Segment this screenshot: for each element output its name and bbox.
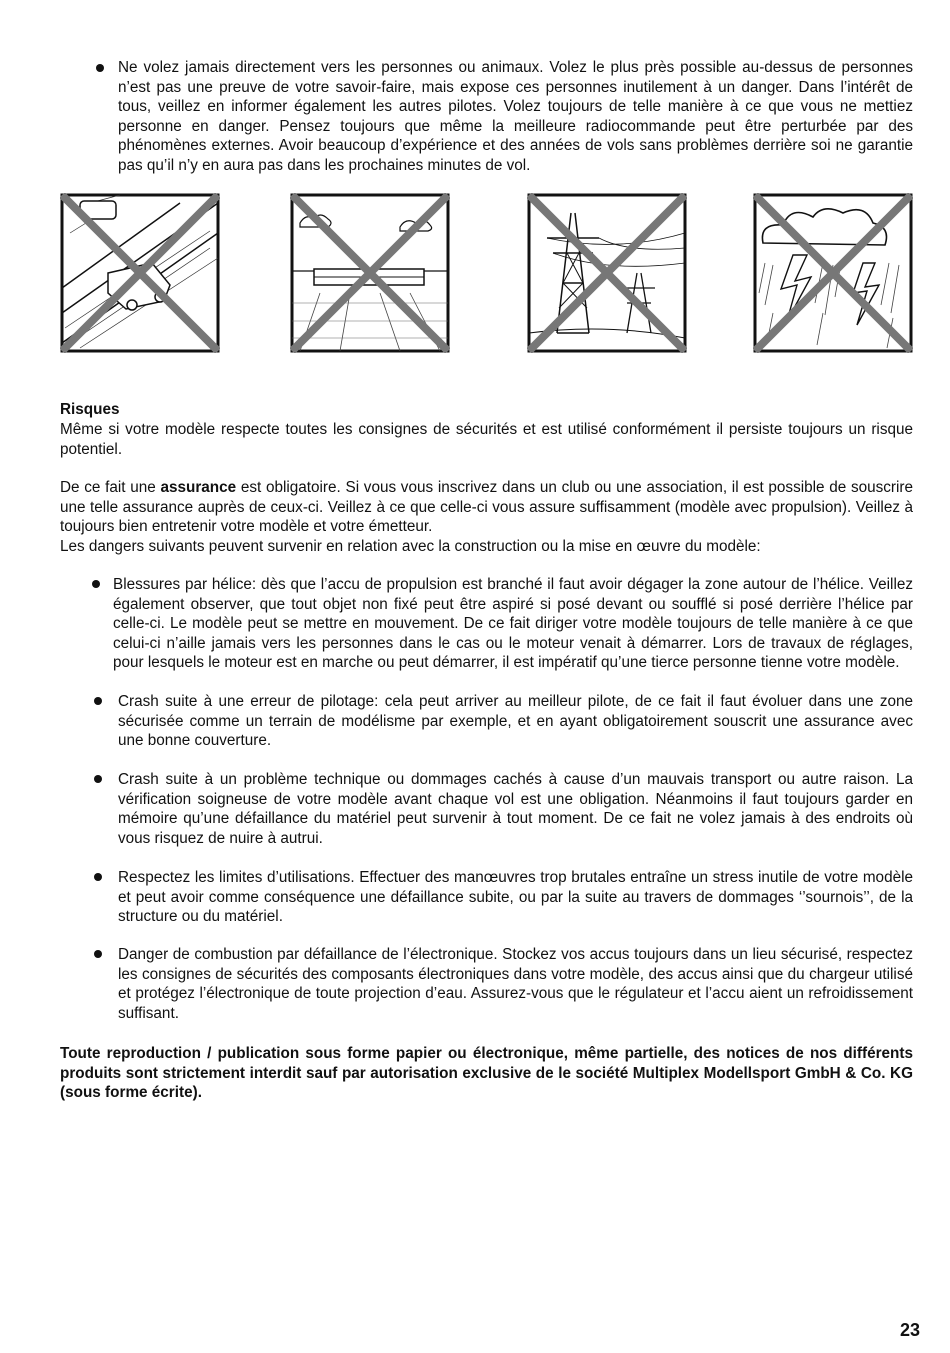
bullet-dot — [94, 775, 102, 783]
paragraph-dangers-intro: Les dangers suivants peuvent survenir en relation avec la construction ou la mise en œuvre du modèle: — [60, 538, 761, 555]
power-lines-prohibited-icon — [527, 193, 687, 353]
bullet-dot — [94, 697, 102, 705]
page-number: 23 — [899, 1320, 920, 1340]
road-traffic-prohibited-icon — [60, 193, 220, 353]
section-heading: Risques — [60, 401, 120, 418]
top-bullet-text: Ne volez jamais directement vers les personnes ou animaux. Volez le plus près possible au-dessus de personnes n’est pas une preuve de votre savoir-faire, mais expose ces personnes inutilement à un danger. Dans l’intérêt de tous, veillez en informer également les autres pilotes. Volez toujours de telle manière à ce que vous ne mettiez personne en danger. Pensez toujours que même la meilleure radiocommande peut être perturbée par des phénomènes externes. Avoir beaucoup d’expérience et des années de vols sans problèmes derrière soi ne garantie pas qu’il n’y en aura pas dans les prochaines minutes de vol. — [118, 59, 913, 174]
insurance-text-after: est obligatoire. Si vous vous inscrivez dans un club ou une association, il est possible de souscrire une telle assurance auprès de ceux-ci. Veillez à ce que celle-ci vous assure suffisamment (modèle avec propulsion). Veillez à toujours bien entretenir votre modèle et votre émetteur. — [60, 479, 914, 535]
insurance-text-before: De ce fait une — [60, 479, 161, 496]
danger-bullet-pilot-error: Crash suite à une erreur de pilotage: cela peut arriver au meilleur pilote, de ce fait il faut évoluer dans une zone sécurisée comme un terrain de modélisme par exemple, et en ayant obligatoirement souscrit une assurance avec une bonne couverture. — [118, 693, 913, 749]
bullet-dot — [94, 950, 102, 958]
paragraph-risk: Même si votre modèle respecte toutes les consignes de sécurités et est utilisé conformément il persiste toujours un risque potentiel. — [60, 421, 913, 458]
copyright-notice: Toute reproduction / publication sous forme papier ou électronique, même partielle, des notices de nos différents produits sont strictement interdit sauf par autorisation exclusive de le société Multiplex Modellsport GmbH & Co. KG (sous forme écrite). — [60, 1045, 913, 1101]
bullet-dot — [94, 873, 102, 881]
bullet-dot — [96, 64, 104, 72]
danger-bullet-technical: Crash suite à un problème technique ou dommages cachés à cause d’un mauvais transport ou autre raison. La vérification soigneuse de votre modèle avant chaque vol est une obligation. Néanmoins il faut toujours garder en mémoire qu’une défaillance du matériel peut survenir à tout moment. De ce fait ne volez jamais à des endroits où vous risquez de nuire à autrui. — [118, 771, 913, 847]
railway-prohibited-icon — [290, 193, 450, 353]
danger-bullet-combustion: Danger de combustion par défaillance de l’électronique. Stockez vos accus toujours dans un lieu sécurisé, respectez les consignes de sécurités des composants électroniques dans votre modèle, des accus ainsi que du chargeur utilisé et protégez l’électronique de toute projection d’eau. Assurez-vous que le régulateur et l’accu aient un refroidissement suffisant. — [118, 946, 913, 1022]
danger-bullet-propeller: Blessures par hélice: dès que l’accu de propulsion est branché il faut avoir dégager la zone autour de l’hélice. Veillez également observer, que tout objet non fixé peut être aspiré si posé devant ou soufflé si posé derrière l’hélice par celle-ci. Le modèle peut se mettre en mouvement. De ce fait diriger votre modèle toujours de telle manière à ce que celui-ci n’aille jamais vers les personnes dans le cas ou le moteur venait à démarrer. Lors de travaux de réglages, pour lesquels le moteur est en marche ou peut démarrer, il est impératif qu’une tierce personne tienne votre modèle. — [113, 576, 913, 671]
thunderstorm-prohibited-icon — [753, 193, 913, 353]
prohibition-pictograms — [60, 193, 915, 355]
danger-bullet-limits: Respectez les limites d’utilisations. Effectuer des manœuvres trop brutales entraîne un stress inutile de votre modèle et peut avoir comme conséquence une défaillance subite, ou par la suite au travers de dommages ‘’sournois’’, de la structure ou du matériel. — [118, 869, 913, 925]
bullet-dot — [92, 580, 100, 588]
insurance-keyword: assurance — [160, 479, 237, 496]
paragraph-insurance — [60, 478, 913, 537]
